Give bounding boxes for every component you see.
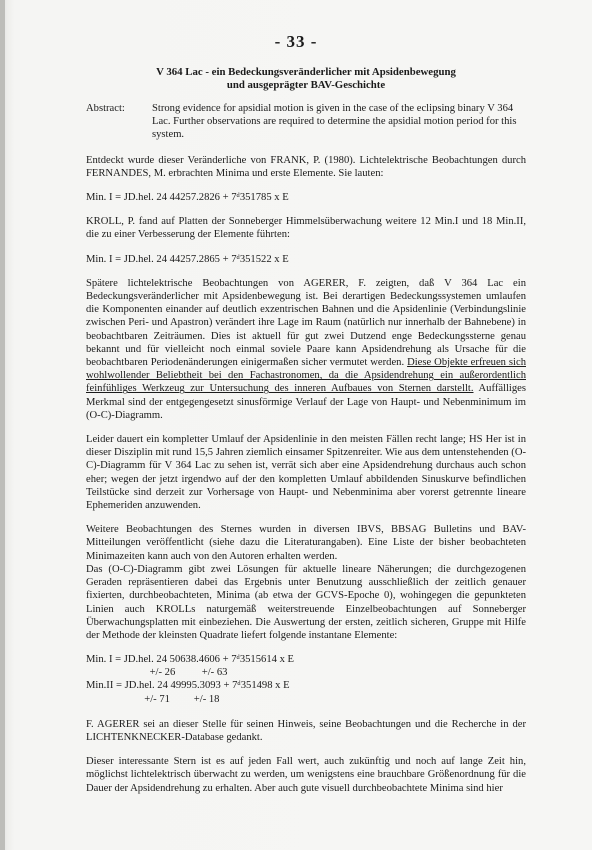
formula-min-ii: Min.II = JD.hel. 24 49995.3093 + 7ᵈ351498 x E xyxy=(86,680,290,692)
formula-min-ii-errors: +/- 71 +/- 18 xyxy=(86,693,220,705)
title-line-1: V 364 Lac - ein Bedeckungsveränderlicher mit Apsidenbewegung xyxy=(156,66,456,78)
formula-min-i-errors: +/- 26 +/- 63 xyxy=(86,667,228,679)
paragraph-conclusion: Dieser interessante Stern ist es auf jeden Fall wert, auch zukünftig und noch auf lange Zeit hin, möglichst lichtelektrisch überwacht zu werden, um wenigstens eine brauchbare Größenordnung für die Dauer der Apsidendrehung zu erhalten. Aber auch gute visuell durchbeobachtete Minima sind hier xyxy=(86,756,526,794)
paragraph-apsidal-motion xyxy=(86,277,526,422)
title-line-2: und ausgeprägter BAV-Geschichte xyxy=(226,79,386,91)
abstract-text: Strong evidence for apsidial motion is given in the case of the eclipsing binary V 364 Lac. Further observations are required to determine the apsidial motion period for this system. xyxy=(152,103,517,141)
instantaneous-elements xyxy=(86,653,526,706)
binding-edge xyxy=(0,0,5,850)
paragraph-kroll: KROLL, P. fand auf Platten der Sonneberger Himmelsüberwachung weitere 12 Min.I und 18 Min.II, die zu einer Verbesserung der Elemente führten: xyxy=(86,216,526,241)
formula-kroll: Min. I = JD.hel. 24 44257.2865 + 7ᵈ351522 x E xyxy=(86,253,289,265)
paragraph-apsidal-motion-part1: Spätere lichtelektrische Beobachtungen von AGERER, F. zeigten, daß V 364 Lac ein Bedeckungsveränderlicher mit Apsidenbewegung ist. Bei derartigen Bedeckungssystemen umlaufen die Komponenten einander auf deutlich exzentrischen Bahnen und die Apsidenlinie (Verbindungslinie zwischen Peri- und Apastron) verändert ihre Lage im Raum (natürlich nur innerhalb der Bahnebene) in beobachtbaren Zeiträumen. Dies ist aktuell für gut zwei Dutzend enge Bedeckungssterne genau bekannt und für vielleicht noch einmal soviele Paare kann Apsidendrehung als Ursache für die beobachtbaren Periodenänderungen einigermaßen sicher vermutet werden. xyxy=(86,277,526,369)
abstract xyxy=(86,102,526,142)
underlined-sentence: Diese Objekte erfreuen sich wohlwollender Beliebtheit bei den Fachastronomen, da die Apsidendrehung ein außerordentlich feinfühliges Werkzeug zur Untersuchung des inneren Aufbaues von Sternen darstellt. xyxy=(86,357,526,395)
paragraph-solutions: Das (O-C)-Diagramm gibt zwei Lösungen für aktuelle lineare Näherungen; die durchgezogenen Geraden repräsentieren dabei das Ergebnis unter Benutzung ausschließlich der zeitlich genauer fixierten, durchbeobachteten, Minima (ab etwa der GCVS-Epoche 0), wohingegen die gepunkteten Linien auch KROLLs naturgemäß weiterstreuende Einzelbeobachtungen auf Sonneberger Überwachungsplatten mit einbeziehen. Die Auswertung der ersten, zeitlich sicheren, Gruppe mit Hilfe der Methode der kleinsten Quadrate liefert folgende instantane Elemente: xyxy=(86,563,526,641)
formula-fernandes: Min. I = JD.hel. 24 44257.2826 + 7ᵈ351785 x E xyxy=(86,192,289,204)
paragraph-oc-diagram: Leider dauert ein kompletter Umlauf der Apsidenlinie in den meisten Fällen recht lange; HS Her ist in dieser Disziplin mit rund 15,5 Jahren ziemlich einsamer Spitzenreiter. Wie aus dem untenstehenden (O-C)-Diagramm für V 364 Lac zu sehen ist, verrät sich aber eine Apsidendrehung durchaus auch schon eher; wegen der jetzt irgendwo auf der den kompletten Umlauf abbildenden Sinuskurve befindlichen Teilstücke sind derzeit zur Vorhersage von Haupt- und Nebenminima aber vorerst getrennte lineare Ephemeriden anzuwenden. xyxy=(86,434,526,512)
article-body xyxy=(86,66,526,806)
paragraph-observations: Weitere Beobachtungen des Sternes wurden in diversen IBVS, BBSAG Bulletins und BAV-Mitteilungen veröffentlicht (siehe dazu die Literaturangaben). Eine Liste der bisher beobachteten Minimazeiten kann auch von den Autoren erhalten werden. xyxy=(86,524,526,562)
article-title xyxy=(86,66,526,92)
paragraph-discovery: Entdeckt wurde dieser Veränderliche von FRANK, P. (1980). Lichtelektrische Beobachtungen durch FERNANDES, M. erbrachten Minima und erste Elemente. Sie lauten: xyxy=(86,154,526,179)
abstract-label: Abstract: xyxy=(86,103,125,114)
paragraph-acknowledgement: F. AGERER sei an dieser Stelle für seinen Hinweis, seine Beobachtungen und die Recherche in der LICHTENKNECKER-Database gedankt. xyxy=(86,718,526,744)
paragraph-apsidal-motion-part2: Auffälliges Merkmal sind der entgegengesetzt sinusförmige Verlauf der Lage von Haupt- und Nebenminimum im (O-C)-Diagramm. xyxy=(86,383,526,421)
formula-min-i: Min. I = JD.hel. 24 50638.4606 + 7ᵈ3515614 x E xyxy=(86,654,294,666)
page-number: - 33 - xyxy=(274,32,318,51)
